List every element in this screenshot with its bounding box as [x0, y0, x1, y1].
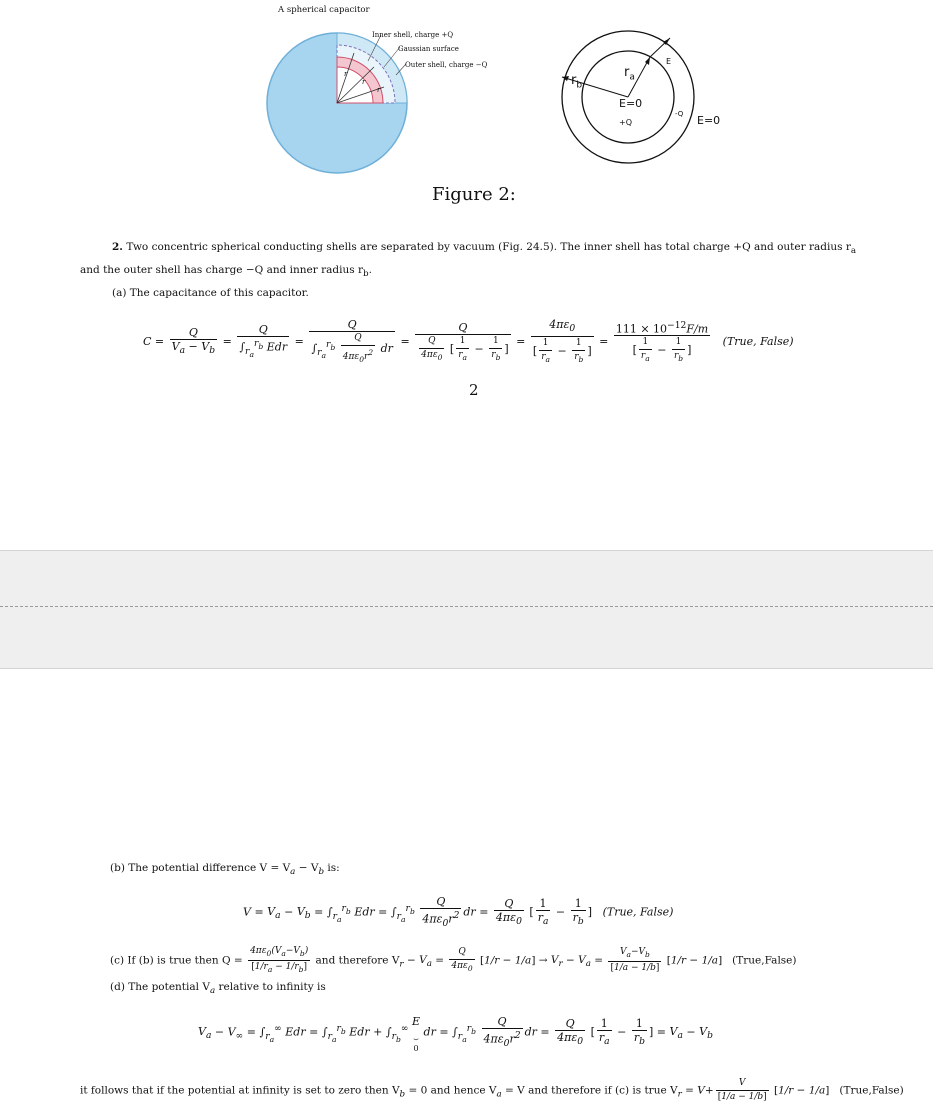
fig-right-e-inner: E=0: [619, 97, 643, 110]
equation-d: $V_a - V_\infty = \int_{r_a}^\infty$ Edr = $\int_{r_a}^{r_b}$ Edr + $\int_{r_b}^\infty$ E ⏟ 0 dr = $\int_{r_a}^{r_b}$ $\frac{Q}{4\pi\varepsilon_0r^2}$ dr = $\frac{Q}{4\pi\varepsilon_0}$ [ $\frac{1}{r_a}$ − $\frac{1}{r_b}$ ] = $V_a - V_b$: [198, 1015, 713, 1053]
fig-left-title: A spherical capacitor: [278, 5, 370, 15]
part-a: (a) The capacitance of this capacitor.: [112, 287, 309, 299]
equation-b: $V = V_a - V_b = \int_{r_a}^{r_b}$ Edr = $\int_{r_a}^{r_b}$ $\frac{Q}{4\pi\varepsilon_0r^2}$ dr = $\frac{Q}{4\pi\varepsilon_0}$ [ $\frac{1}{r_a}$ − $\frac{1}{r_b}$ ] (True, False): [243, 895, 674, 929]
fig-left-label-outer: Outer shell, charge −Q: [405, 61, 488, 69]
page-separator: [0, 550, 933, 669]
fig-left-r1: r: [344, 70, 348, 78]
true-false-conclusion[interactable]: (True,False): [839, 1084, 904, 1097]
fig-left-label-inner: Inner shell, charge +Q: [372, 31, 454, 39]
part-c: (c) If (b) is true then Q = $\frac{4\pi\varepsilon_0(V_a-V_b)}{[1/r_a - 1/r_b]}$ and therefore $V_r - V_a$ = $\frac{Q}{4\pi\varepsilon_0}$ $[1/r - 1/a] \to V_r - V_a$ = $\frac{V_a-V_b}{[1/a - 1/b]}$ [1/r − 1/a] (True,False): [110, 946, 797, 974]
problem-line-2: and the outer shell has charge −Q and inner radius $r_b$.: [80, 264, 372, 280]
spherical-capacitor-drawing: [267, 33, 407, 173]
fig-right-plus-q: +Q: [619, 118, 632, 127]
fig-right-e-label: E: [666, 57, 672, 66]
page-break-line: [0, 606, 933, 607]
page-number: 2: [469, 381, 479, 399]
equation-a: C = $\frac{Q}{V_a - V_b}$ = $\frac{Q}{\int_{r_a}^{r_b} Edr}$ = Q $\int_{r_a}^{r_b}$ $\frac{Q}{4\pi\varepsilon_0r^2}$ dr = Q $\frac{Q}{4\pi\varepsilon_0}$ [ $\frac{1}{r_a}$ − $\frac{1}{r_b}$ ] = $4\pi\varepsilon_0$ [ $\frac{1}{r_a}$ − $\frac{1}{r_b}$ ] = $111 \times 10^{-12}F/m$ [ $\frac{1}{r_a}$ − $\frac{1}{r_b}$ ] (True, False): [143, 318, 794, 364]
part-d: (d) The potential $V_a$ relative to infinity is: [110, 981, 326, 997]
fig-left-r2: r: [362, 78, 366, 86]
fig-left-label-gaussian: Gaussian surface: [398, 45, 459, 53]
fig-right-minus-q: -Q: [675, 110, 684, 118]
figure-caption: Figure 2:: [432, 184, 516, 205]
true-false-c[interactable]: (True,False): [732, 954, 797, 967]
fig-right-ra: $r_a$: [624, 65, 635, 83]
true-false-a[interactable]: (True, False): [722, 334, 794, 348]
problem-line-1: 2. Two concentric spherical conducting shells are separated by vacuum (Fig. 24.5). The inner shell has total charge +Q and outer radius $r_a$: [112, 241, 857, 257]
fig-right-e-outer: E=0: [697, 114, 721, 127]
figure-2-illustration: [250, 5, 770, 190]
fig-left-r3: r: [377, 86, 381, 94]
fig-right-rb: $r_b$: [571, 73, 583, 91]
true-false-b[interactable]: (True, False): [602, 905, 674, 919]
part-b: (b) The potential difference $V = V_a - V_b$ is:: [110, 862, 340, 878]
conclusion-line: it follows that if the potential at infinity is set to zero then $V_b = 0$ and hence $V_a = V$ and therefore if (c) is true $V_r = V+$ $\frac{V}{[1/a - 1/b]}$ [1/r − 1/a] (True,False): [80, 1078, 904, 1102]
